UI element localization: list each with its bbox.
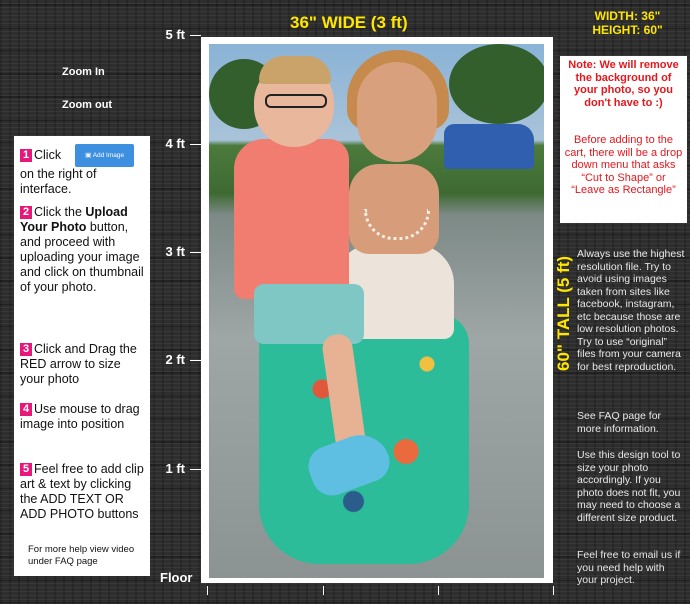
ruler-label-3ft: 3 ft xyxy=(165,244,185,259)
ruler-label-4ft: 4 ft xyxy=(165,136,185,151)
step-number: 3 xyxy=(20,343,32,356)
step-3 xyxy=(20,342,146,387)
step-1-text: Click xyxy=(34,148,62,162)
height-title: 60" TALL (5 ft) xyxy=(554,255,573,371)
width-tick xyxy=(438,586,439,595)
step-3-text: Click and Drag the RED arrow to size your photo xyxy=(20,342,137,386)
width-readout: WIDTH: 36" xyxy=(594,9,661,23)
add-image-button[interactable]: ▣ Add Image xyxy=(75,144,134,167)
width-tick xyxy=(323,586,324,595)
zoom-in-button[interactable]: Zoom In xyxy=(62,66,105,78)
uploaded-photo[interactable] xyxy=(209,44,544,578)
ruler-tick xyxy=(190,360,201,361)
step-number: 2 xyxy=(20,206,32,219)
photo-detail xyxy=(449,44,544,124)
email-tip: Feel free to email us if you need help with your project. xyxy=(577,549,681,586)
step-number: 5 xyxy=(20,463,32,476)
step-2-text-after: button, and proceed with uploading your image and click on thumbnail of your photo. xyxy=(20,220,144,294)
photo-detail xyxy=(254,284,364,344)
step-1 xyxy=(20,144,146,197)
floor-label: Floor xyxy=(160,570,193,585)
width-tick xyxy=(207,586,208,595)
ruler-tick xyxy=(190,144,201,145)
sizing-tip: Use this design tool to size your photo accordingly. If you photo does not fit, you may need to choose a different size product. xyxy=(577,449,681,524)
photo-detail xyxy=(234,139,349,299)
step-number: 1 xyxy=(20,149,32,162)
step-1-text-after: on the right of interface. xyxy=(20,167,97,196)
width-tick xyxy=(553,586,554,595)
ruler-tick xyxy=(190,35,201,36)
dimension-readout xyxy=(565,9,690,37)
faq-tip: See FAQ page for more information. xyxy=(577,410,662,435)
step-2-text: Click the xyxy=(34,205,86,219)
step-number: 4 xyxy=(20,403,32,416)
resolution-tip: Always use the highest resolution file. Try to avoid using images taken from sites like facebook, instagram, etc because those are low resolution photos. Try to use “original” files from your camera for best reproduction. xyxy=(577,248,685,373)
ruler-tick xyxy=(190,469,201,470)
ruler-label-2ft: 2 ft xyxy=(165,352,185,367)
step-4 xyxy=(20,402,146,432)
help-text: For more help view video under FAQ page xyxy=(28,544,135,567)
ruler-label-5ft: 5 ft xyxy=(165,27,185,42)
instructions-panel xyxy=(14,136,150,576)
zoom-out-button[interactable]: Zoom out xyxy=(62,99,113,111)
photo-detail xyxy=(259,56,331,84)
note-heading: Note: We will remove the background of your photo, so you don't have to :) xyxy=(568,59,679,109)
step-5 xyxy=(20,462,146,522)
photo-detail xyxy=(444,124,534,169)
step-5-text: Feel free to add clip art & text by clicking the ADD TEXT OR ADD PHOTO buttons xyxy=(20,462,144,521)
photo-detail xyxy=(357,62,437,162)
ruler-tick xyxy=(190,252,201,253)
width-title: 36" WIDE (3 ft) xyxy=(290,13,408,32)
upload-photo-emphasis: Upload Your Photo xyxy=(20,205,128,234)
step-4-text: Use mouse to drag image into position xyxy=(20,402,140,431)
background-removal-note xyxy=(560,56,687,223)
step-2 xyxy=(20,205,146,295)
ruler-label-1ft: 1 ft xyxy=(165,461,185,476)
photo-detail xyxy=(265,94,327,108)
add-image-label: Add Image xyxy=(92,152,125,159)
height-readout: HEIGHT: 60" xyxy=(592,23,663,37)
note-body: Before adding to the cart, there will be a drop down menu that asks “Cut to Shape” or “Leave as Rectangle” xyxy=(564,134,683,196)
